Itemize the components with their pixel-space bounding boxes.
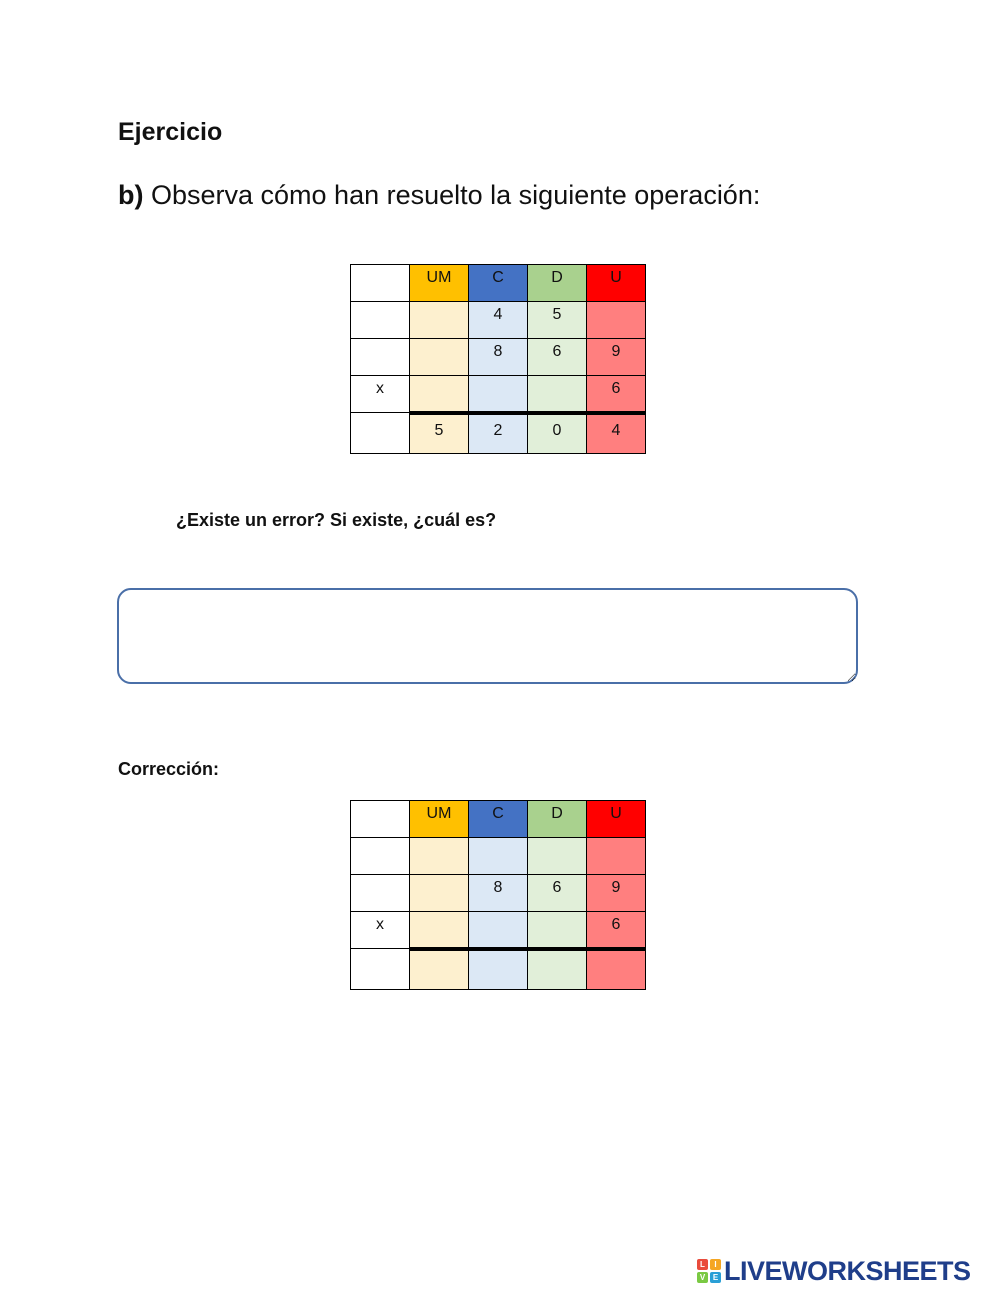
cell-u: 6 bbox=[587, 376, 646, 413]
cell-c: 8 bbox=[469, 339, 528, 376]
multiplier-row bbox=[351, 376, 646, 413]
cell-um bbox=[410, 339, 469, 376]
header-um: UM bbox=[410, 265, 469, 302]
row-label bbox=[351, 838, 410, 875]
result-input-d[interactable] bbox=[528, 949, 587, 990]
result-u: 4 bbox=[587, 413, 646, 454]
result-um: 5 bbox=[410, 413, 469, 454]
multiply-sign: x bbox=[351, 912, 410, 949]
cell-c: 4 bbox=[469, 302, 528, 339]
exercise-statement bbox=[118, 180, 760, 211]
row-label bbox=[351, 302, 410, 339]
result-row bbox=[351, 949, 646, 990]
carry-row bbox=[351, 838, 646, 875]
header-c: C bbox=[469, 265, 528, 302]
result-input-u[interactable] bbox=[587, 949, 646, 990]
correction-table bbox=[350, 800, 646, 990]
cell-um bbox=[410, 875, 469, 912]
logo-badge-icon bbox=[697, 1259, 721, 1283]
logo-text: LIVEWORKSHEETS bbox=[724, 1255, 971, 1286]
header-c: C bbox=[469, 801, 528, 838]
row-label bbox=[351, 413, 410, 454]
cell-u: 9 bbox=[587, 875, 646, 912]
result-d: 0 bbox=[528, 413, 587, 454]
cell-c bbox=[469, 376, 528, 413]
cell-d: 5 bbox=[528, 302, 587, 339]
result-c: 2 bbox=[469, 413, 528, 454]
result-row bbox=[351, 413, 646, 454]
cell-u bbox=[587, 302, 646, 339]
operation-table bbox=[350, 264, 646, 454]
cell-um bbox=[410, 302, 469, 339]
statement-prefix: b) bbox=[118, 180, 144, 210]
cell-d bbox=[528, 912, 587, 949]
cell-d: 6 bbox=[528, 875, 587, 912]
header-d: D bbox=[528, 265, 587, 302]
carry-input-um[interactable] bbox=[410, 838, 469, 875]
cell-u: 9 bbox=[587, 339, 646, 376]
multiplicand-row bbox=[351, 339, 646, 376]
carry-input-u[interactable] bbox=[587, 838, 646, 875]
multiplier-row bbox=[351, 912, 646, 949]
result-input-c[interactable] bbox=[469, 949, 528, 990]
multiply-sign: x bbox=[351, 376, 410, 413]
cell-c bbox=[469, 912, 528, 949]
logo-badge-v: V bbox=[697, 1272, 708, 1283]
multiplicand-row bbox=[351, 875, 646, 912]
cell-d: 6 bbox=[528, 339, 587, 376]
result-input-um[interactable] bbox=[410, 949, 469, 990]
place-value-header bbox=[351, 801, 646, 838]
row-label bbox=[351, 949, 410, 990]
logo-badge-i: I bbox=[710, 1259, 721, 1270]
header-blank bbox=[351, 265, 410, 302]
row-label bbox=[351, 339, 410, 376]
logo-badge-l: L bbox=[697, 1259, 708, 1270]
liveworksheets-logo bbox=[697, 1257, 971, 1285]
error-question: ¿Existe un error? Si existe, ¿cuál es? bbox=[176, 510, 497, 530]
logo-badge-e: E bbox=[710, 1272, 721, 1283]
header-u: U bbox=[587, 265, 646, 302]
carry-input-c[interactable] bbox=[469, 838, 528, 875]
page-title: Ejercicio bbox=[118, 118, 223, 146]
cell-um bbox=[410, 376, 469, 413]
carry-input-d[interactable] bbox=[528, 838, 587, 875]
cell-u: 6 bbox=[587, 912, 646, 949]
place-value-header bbox=[351, 265, 646, 302]
cell-c: 8 bbox=[469, 875, 528, 912]
header-d: D bbox=[528, 801, 587, 838]
header-u: U bbox=[587, 801, 646, 838]
header-um: UM bbox=[410, 801, 469, 838]
cell-d bbox=[528, 376, 587, 413]
row-label bbox=[351, 875, 410, 912]
carry-row bbox=[351, 302, 646, 339]
statement-text: Observa cómo han resuelto la siguiente operación: bbox=[143, 180, 761, 210]
header-blank bbox=[351, 801, 410, 838]
correction-label: Corrección: bbox=[118, 759, 220, 779]
cell-um bbox=[410, 912, 469, 949]
answer-input[interactable] bbox=[117, 588, 858, 684]
